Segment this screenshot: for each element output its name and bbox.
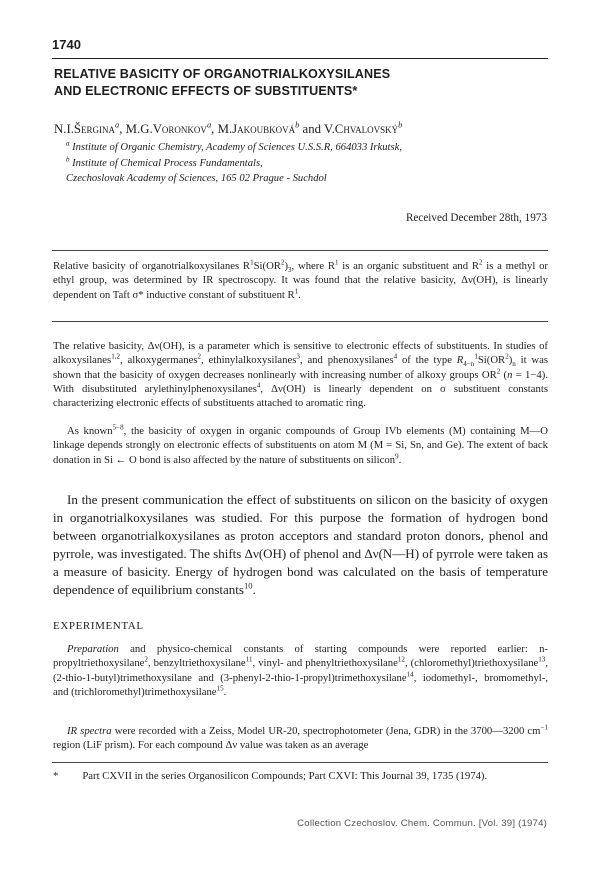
author: V.Chvalovský$^b$	[324, 119, 403, 136]
author: M.Jakoubková$^b$	[217, 119, 300, 136]
intro-paragraph: The relative basicity, Δν(OH), is a parameter which is sensitive to electronic effects of substituents. In studies of alkoxysilanes$^{1,2}$, alkoxygermanes$^2$, ethinylalkoxysilanes$^3$, and phenoxysilanes$^4$ of the type $R_{4-n}^1Si(OR^2)_n$ it was shown that the basicity of oxygen decreases nonlinearly with increasing number of alkoxy groups $OR^2$ (n = 1−4). With disubstituted arylethinylphenoxysilanes$^4$, Δν(OH) is linearly dependent on σ substituent constants characterizing electronic effects of substituents attached to aromatic ring.	[53, 340, 549, 410]
footnote: * Part CXVII in the series Organosilicon Compounds; Part CXVI: This Journal 39, 1735 (1974).	[53, 770, 488, 782]
received-date: Received December 28th, 1973	[405, 212, 547, 224]
affiliation: Czechoslovak Academy of Sciences, 165 02 Prague - Suchdol	[66, 173, 327, 185]
author: M.G.Voronkov$^a$	[125, 119, 212, 136]
abstract: Relative basicity of organotrialkoxysilanes $R^1Si(OR^2)_3$, where $R^1$ is an organic substituent and $R^2$ is a methyl or ethyl group, was determined by IR spectroscopy. It was found that the relative basicity, Δν(OH), is linearly dependent on Taft σ* inductive constant of substituent $R^1$.	[53, 258, 548, 301]
abstract-bottom-rule	[52, 321, 548, 322]
affiliation: $^a$ Institute of Organic Chemistry, Academy of Sciences U.S.S.R, 664033 Irkutsk,	[66, 139, 402, 153]
affiliation: $^b$ Institute of Chemical Process Fundamentals,	[66, 155, 263, 169]
section-heading: EXPERIMENTAL	[53, 620, 144, 632]
journal-footer: Collection Czechoslov. Chem. Commun. [Vol. 39] (1974)	[297, 818, 547, 829]
ir-spectra-paragraph: IR spectra were recorded with a Zeiss, Model UR-20, spectrophotometer (Jena, GDR) in the 3700—3200 $cm^{-1}$ region (LiF prism). For each compound Δν value was taken as an average	[53, 723, 548, 752]
article-title	[54, 66, 534, 99]
page-number: 1740	[52, 37, 81, 52]
intro-paragraph: As known$^{5-8}$, the basicity of oxygen in organic compounds of Group IVb elements (M) containing M—O linkage depends strongly on electronic effects of substituents on atom M (M = Si, Sn, and Ge). The extent of back donation in Si ← O bond is also affected by the nature of substituents on silicon$^9$.	[53, 423, 548, 466]
main-paragraph: In the present communication the effect of substituents on silicon on the basicity of oxygen in organotrialkoxysilanes was studied. For this purpose the formation of hydrogen bond between organotrialkoxysilanes as proton acceptors and standard proton donors, phenol and pyrrole, was investigated. The shifts Δν(OH) of phenol and Δν(N—H) of pyrrole were taken as a measure of basicity. Energy of hydrogen bond was calculated on the basis of temperature dependence of equilibrium constants$^{10}$.	[53, 492, 548, 598]
author-list: N.I.Šergina$^a$, M.G.Voronkov$^a$, M.Jakoubková$^b$ and V.Chvalovský$^b$	[54, 119, 403, 136]
title-line: RELATIVE BASICITY OF ORGANOTRIALKOXYSILANES	[54, 67, 391, 81]
preparation-paragraph: Preparation and physico-chemical constants of starting compounds were reported earlier: n-propyltriethoxysilane$^2$, benzyltriethoxysilane$^{11}$, vinyl- and phenyltriethoxysilane$^{12}$, (chloromethyl)triethoxysilane$^{13}$, (2-thio-1-butyl)trimethoxysilane and (3-phenyl-2-thio-1-propyl)trimethoxysilane$^{14}$, iodomethyl-, bromomethyl-, and (trichloromethyl)trimethoxysilane$^{15}$.	[53, 643, 548, 698]
abstract-top-rule	[52, 250, 548, 251]
footnote-rule	[52, 762, 548, 763]
header-rule	[52, 58, 548, 59]
author: N.I.Šergina$^a$	[54, 119, 120, 136]
affiliations	[66, 140, 546, 187]
title-line: AND ELECTRONIC EFFECTS OF SUBSTITUENTS*	[54, 83, 358, 98]
